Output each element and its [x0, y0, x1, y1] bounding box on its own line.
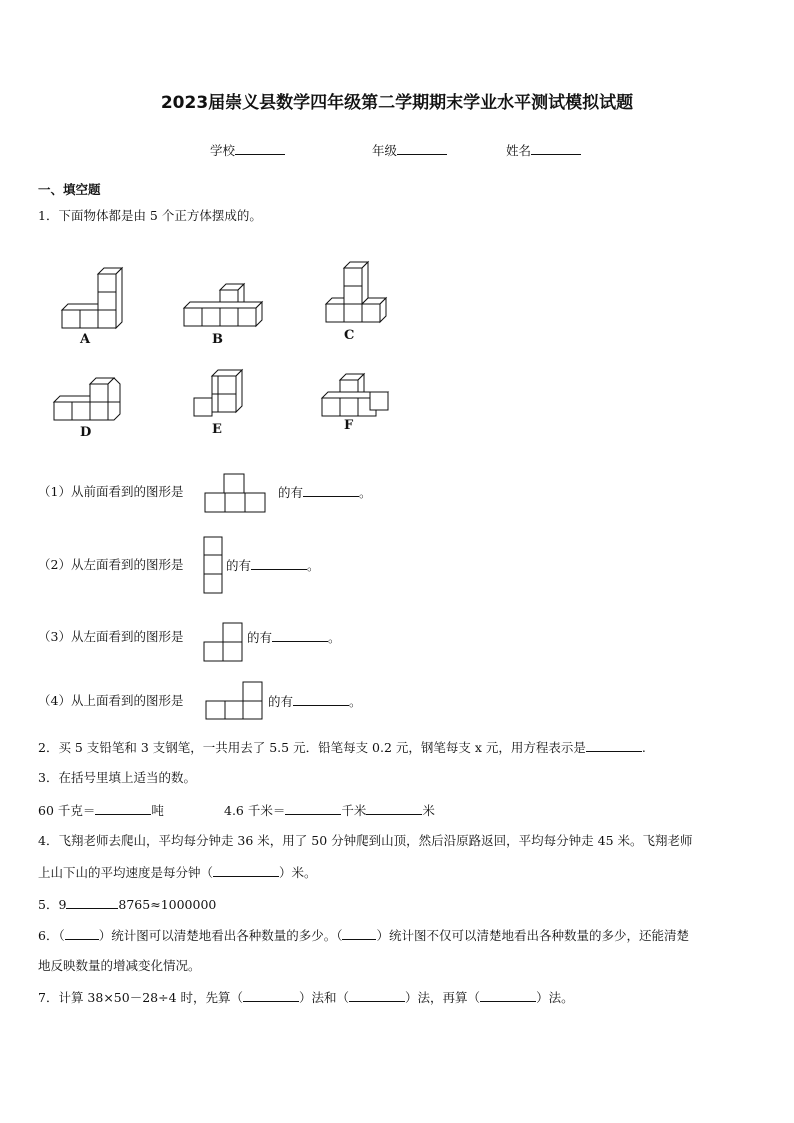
- name-field[interactable]: 姓名: [506, 142, 581, 159]
- figure-c-label: C: [344, 328, 355, 343]
- sub-question-3-prefix: （3）从左面看到的图形是: [38, 629, 184, 644]
- left-view-shape-tall: [203, 536, 223, 594]
- left-view-shape-step: [203, 622, 243, 662]
- figure-a-label: A: [80, 332, 91, 347]
- question-5[interactable]: 5．9 8765≈1000000: [38, 897, 217, 912]
- page-title: 2023届崇义县数学四年级第二学期期末学业水平测试模拟试题: [160, 93, 634, 113]
- sub-question-3-answer[interactable]: 的有 。: [247, 630, 341, 645]
- question-2[interactable]: 2．买 5 支铅笔和 3 支钢笔，一共用去了 5.5 元．铅笔每支 0.2 元，钢笔每支 x 元，用方程表示是 .: [38, 740, 646, 755]
- top-view-shape: [205, 681, 263, 721]
- sub-question-1-answer[interactable]: 的有 。: [278, 485, 372, 500]
- sub-question-1-prefix: （1）从前面看到的图形是: [38, 484, 184, 499]
- question-4-line-2[interactable]: 上山下山的平均速度是每分钟（ ）米。: [38, 865, 317, 880]
- figure-d-cubes: [50, 374, 125, 422]
- figure-d-label: D: [80, 425, 92, 440]
- question-6-line-2: 地反映数量的增减变化情况。: [38, 958, 201, 973]
- figure-c-cubes: [322, 260, 392, 326]
- section-heading: 一、填空题: [38, 182, 101, 197]
- question-6-line-1[interactable]: 6．（ ）统计图可以清楚地看出各种数量的多少。（ ）统计图不仅可以清楚地看出各种数量的多少，还能清楚: [38, 928, 689, 943]
- figure-f-label: F: [344, 418, 354, 433]
- front-view-shape: [204, 473, 266, 513]
- school-field[interactable]: 学校: [210, 142, 285, 159]
- question-4-line-1: 4．飞翔老师去爬山，平均每分钟走 36 米，用了 50 分钟爬到山顶，然后沿原路返回，平均每分钟走 45 米。飞翔老师: [38, 833, 693, 848]
- figure-b-cubes: [182, 280, 267, 328]
- figure-f-cubes: [318, 370, 393, 418]
- question-3-part-a[interactable]: 60 千克＝ 吨: [38, 803, 164, 818]
- sub-question-2-prefix: （2）从左面看到的图形是: [38, 557, 184, 572]
- question-3-stem: 3．在括号里填上适当的数。: [38, 770, 196, 785]
- question-7[interactable]: 7．计算 38×50－28÷4 时，先算（ ）法和（ ）法，再算（ ）法。: [38, 990, 574, 1005]
- sub-question-2-answer[interactable]: 的有 。: [226, 558, 320, 573]
- question-3-part-b[interactable]: 4.6 千米＝ 千米 米: [224, 803, 435, 818]
- figure-e-label: E: [212, 422, 222, 437]
- figure-a-cubes: [56, 262, 126, 332]
- figure-b-label: B: [212, 332, 223, 347]
- sub-question-4-answer[interactable]: 的有 。: [268, 694, 362, 709]
- grade-field[interactable]: 年级: [372, 142, 447, 159]
- sub-question-4-prefix: （4）从上面看到的图形是: [38, 693, 184, 708]
- question-1-stem: 1．下面物体都是由 5 个正方体摆成的。: [38, 208, 262, 223]
- figure-e-cubes: [190, 366, 250, 422]
